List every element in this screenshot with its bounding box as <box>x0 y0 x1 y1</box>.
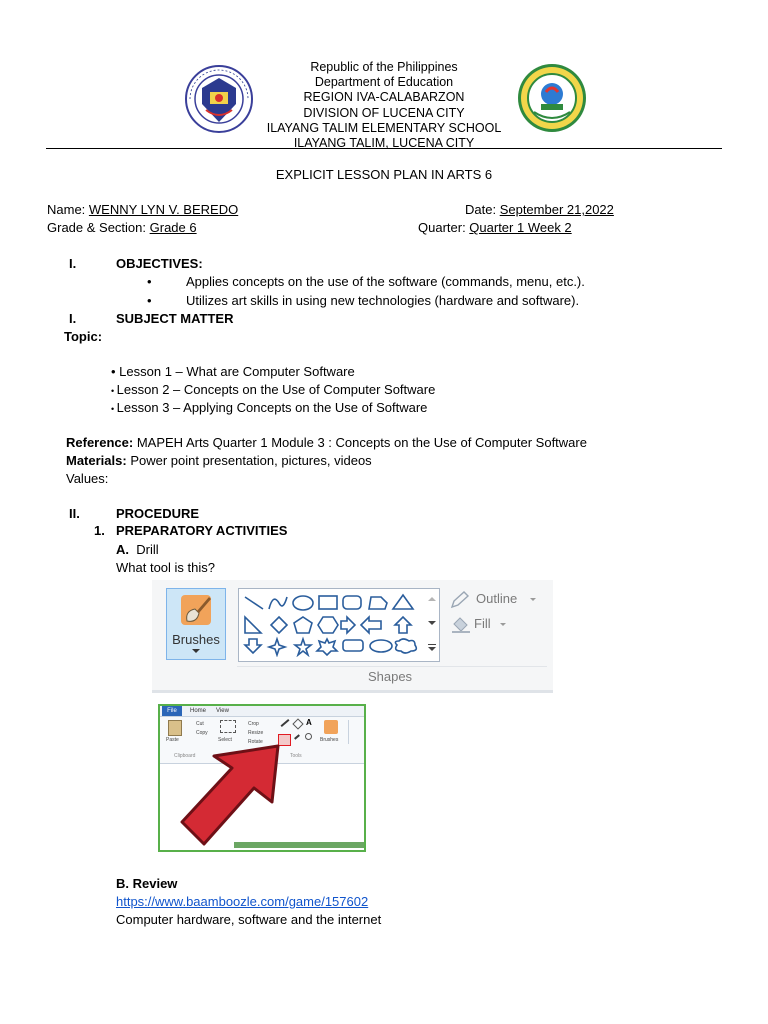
materials-value: Power point presentation, pictures, videos <box>126 453 372 468</box>
lesson-bullet: • <box>111 364 120 379</box>
lesson-item-1 <box>111 363 355 380</box>
grade-field <box>47 219 221 236</box>
objectives-heading: OBJECTIVES: <box>116 256 203 271</box>
lesson-item-3 <box>111 399 427 418</box>
name-value: WENNY LYN V. BEREDO <box>88 202 239 217</box>
lesson-bullet: • <box>111 386 117 396</box>
fill-label: Fill <box>474 616 491 631</box>
tool-rotate: Rotate <box>248 739 263 745</box>
quarter-value: Quarter 1 Week 2 <box>469 220 572 235</box>
paint-window-image <box>158 704 366 852</box>
drill-question: What tool is this? <box>116 560 215 575</box>
header-line-4: DIVISION OF LUCENA CITY <box>303 105 465 120</box>
review-description: Computer hardware, software and the internet <box>116 912 382 927</box>
shapes-gallery <box>238 588 440 662</box>
date-label: Date: <box>465 202 500 217</box>
fill-tool <box>450 615 550 635</box>
drill-letter: A. <box>116 542 129 557</box>
chevron-down-icon <box>500 623 506 626</box>
scroll-up-icon[interactable] <box>428 597 436 601</box>
reference-value: MAPEH Arts Quarter 1 Module 3 : Concepts on the Use of Computer Software <box>133 435 587 450</box>
tab-file: File <box>162 706 182 716</box>
header-line-3: REGION IVA-CALABARZON <box>303 90 465 105</box>
subject-heading: SUBJECT MATTER <box>116 311 234 326</box>
gallery-scrollbar[interactable] <box>426 589 439 661</box>
group-tools: Tools <box>290 753 302 759</box>
review-link[interactable]: https://www.baamboozle.com/game/157602 <box>116 894 369 909</box>
review-heading: B. Review <box>116 876 178 891</box>
tool-resize: Resize <box>248 730 264 736</box>
brushes-tool-button <box>166 588 226 660</box>
quarter-label: Quarter: <box>418 220 470 235</box>
subject-numeral: I. <box>69 311 77 326</box>
shapes-group-label: Shapes <box>367 669 413 684</box>
name-field <box>47 201 238 218</box>
lesson-text: Lesson 2 – Concepts on the Use of Computer Software <box>116 382 436 397</box>
outline-label: Outline <box>476 591 518 606</box>
ribbon-separator <box>237 666 547 667</box>
name-label: Name: <box>47 202 89 217</box>
header-line-2: Department of Education <box>314 75 454 90</box>
select-icon <box>220 720 236 733</box>
objective-item-1: Applies concepts on the use of the software (commands, menu, etc.). <box>186 274 585 289</box>
red-arrow-pointer <box>168 740 308 850</box>
school-header <box>0 60 768 151</box>
tool-select: Select <box>218 737 232 743</box>
lesson-text: Lesson 3 – Applying Concepts on the Use of Software <box>116 400 428 415</box>
clipboard-icon <box>168 720 182 736</box>
tool-cut: Cut <box>196 721 204 727</box>
pencil-icon <box>281 719 290 727</box>
header-divider <box>46 148 722 149</box>
drill-line <box>116 541 159 558</box>
objectives-numeral: I. <box>69 256 77 271</box>
brushes-label: Brushes <box>172 632 220 647</box>
objective-bullet-2: • <box>147 293 152 308</box>
header-line-5: ILAYANG TALIM ELEMENTARY SCHOOL <box>266 120 502 135</box>
status-bar <box>234 842 364 848</box>
pencil-icon <box>450 591 470 609</box>
objective-item-2: Utilizes art skills in using new technologies (hardware and software). <box>186 293 580 308</box>
expand-gallery-arrow-icon[interactable] <box>428 647 436 651</box>
materials-label: Materials: <box>66 453 127 468</box>
shapes-gallery-icons <box>243 593 427 657</box>
values-label: Values: <box>66 471 109 486</box>
header-line-1: Republic of the Philippines <box>310 60 458 74</box>
tool-brushes: Brushes <box>320 737 339 743</box>
header-line-6: ILAYANG TALIM, LUCENA CITY <box>293 136 475 151</box>
procedure-numeral: II. <box>69 506 80 521</box>
color-picker-icon <box>294 734 300 739</box>
materials-line <box>66 452 372 469</box>
topic-label: Topic: <box>64 329 103 344</box>
preparatory-number: 1. <box>94 523 105 538</box>
preparatory-heading: PREPARATORY ACTIVITIES <box>116 523 288 538</box>
lesson-text: Lesson 1 – What are Computer Software <box>119 364 355 379</box>
drill-label: Drill <box>136 542 159 557</box>
text-tool-icon: A <box>306 718 312 727</box>
brush-icon <box>324 720 338 734</box>
lesson-item-2 <box>111 381 435 400</box>
group-clipboard: Clipboard <box>174 753 196 759</box>
date-field <box>465 201 614 218</box>
shapes-mini-icon <box>348 720 361 744</box>
paint-shapes-ribbon-image <box>152 580 553 693</box>
quarter-field <box>418 219 572 236</box>
reference-line <box>66 434 587 451</box>
objective-bullet-1: • <box>147 274 152 289</box>
brush-icon <box>179 593 213 627</box>
tab-home: Home <box>190 708 207 714</box>
tool-crop: Crop <box>248 721 259 727</box>
reference-label: Reference: <box>66 435 134 450</box>
date-value: September 21,2022 <box>499 202 614 217</box>
paint-tab-bar <box>160 706 364 717</box>
magnifier-icon <box>305 733 312 740</box>
expand-gallery-icon[interactable] <box>428 644 436 645</box>
grade-value: Grade 6 <box>149 220 197 235</box>
lesson-bullet: • <box>111 404 117 414</box>
procedure-heading: PROCEDURE <box>116 506 200 521</box>
chevron-down-icon <box>192 649 200 653</box>
document-title: EXPLICIT LESSON PLAN IN ARTS 6 <box>275 167 493 182</box>
outline-tool <box>450 590 550 610</box>
paint-bucket-icon <box>450 616 472 634</box>
scroll-down-icon[interactable] <box>428 621 436 625</box>
tool-copy: Copy <box>196 730 208 736</box>
tool-paste: Paste <box>166 737 179 743</box>
grade-label: Grade & Section: <box>47 220 150 235</box>
paint-bucket-icon <box>292 718 303 729</box>
tab-view: View <box>216 708 229 714</box>
chevron-down-icon <box>530 598 536 601</box>
